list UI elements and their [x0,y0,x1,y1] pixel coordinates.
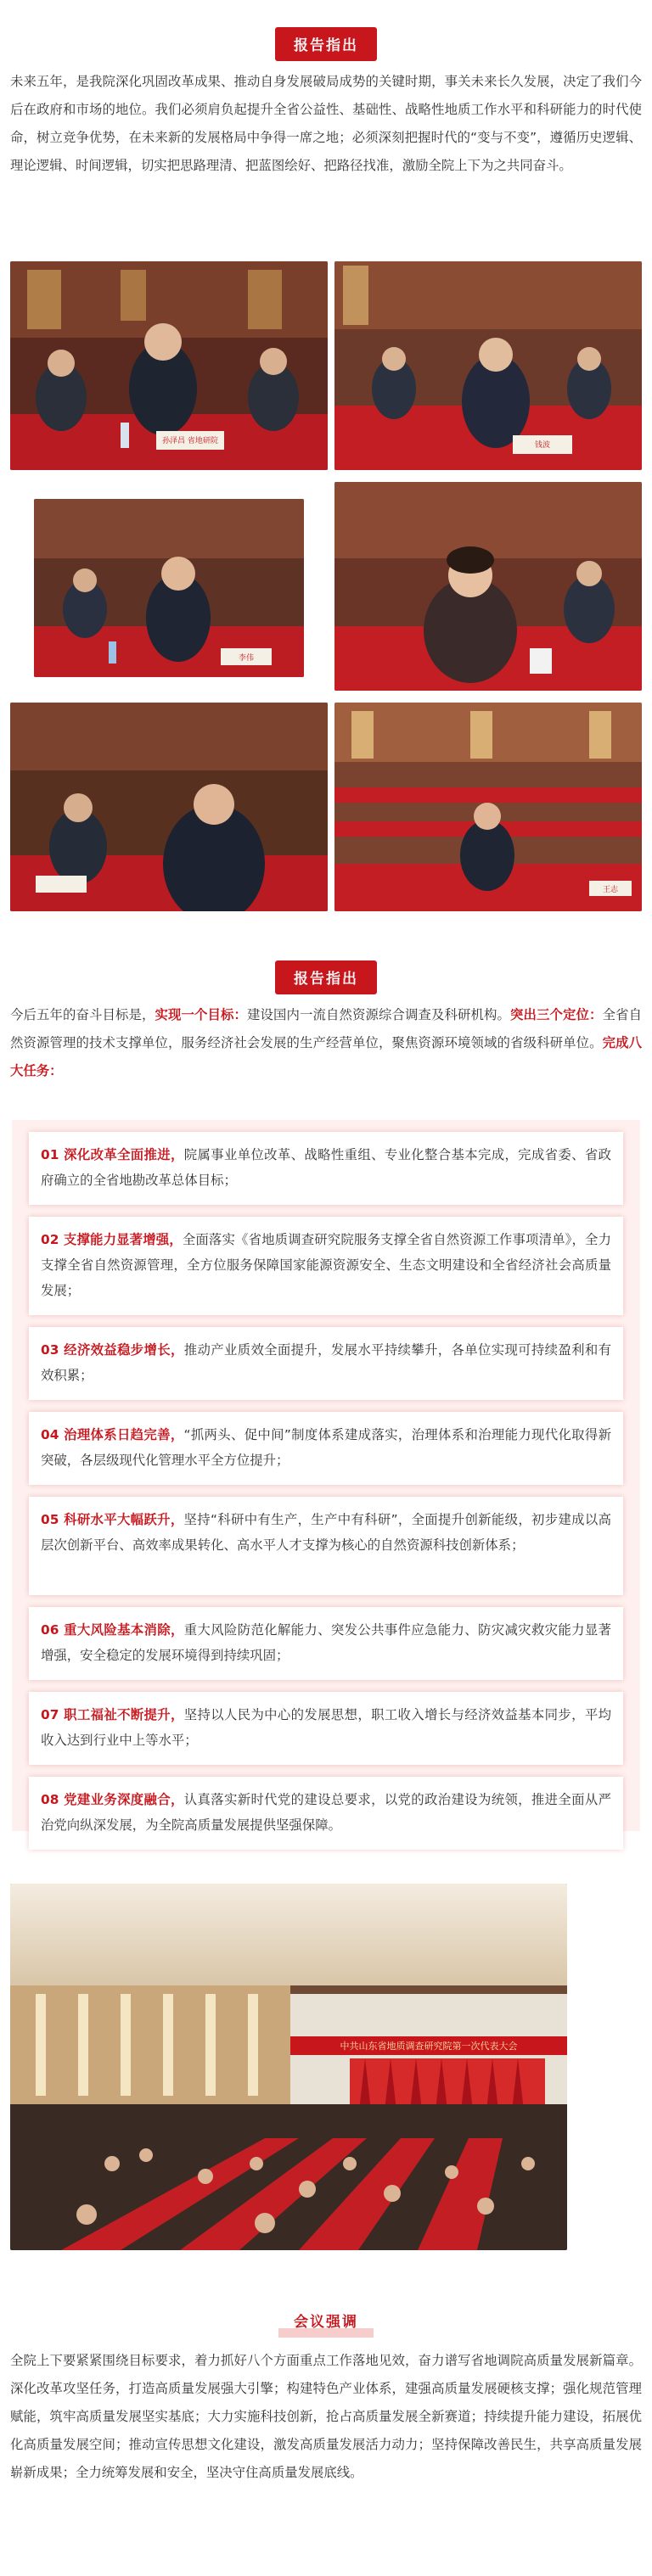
meeting-photo-6 [334,703,642,911]
task-card [29,1692,623,1765]
goal-label: 实现一个目标： [155,1007,248,1022]
intro-text [10,1001,642,1085]
task-card [29,1412,623,1485]
section-2-intro [0,1001,652,1085]
nameplate: 孙泽昌 省地研院 [162,437,218,445]
nameplate: 李伟 [238,654,254,663]
intro-part: 今后五年的奋斗目标是， [10,1007,155,1022]
section-1-paragraph [0,68,652,180]
tasks-label: 完成八大任务： [10,1035,642,1078]
intro-part: 建设国内一流自然资源综合调查及科研机构。 [247,1007,511,1022]
task-card [29,1132,623,1205]
meeting-photo-5 [10,703,328,911]
task-body: “抓两头、促中间”制度体系建成落实，治理体系和治理能力现代化取得新突破，各层级现代化管理水平全方位提升； [41,1427,611,1468]
task-body: 院属事业单位改革、战略性重组、专业化整合基本完成，完成省委、省政府确立的全省地勘改革总体目标； [41,1147,611,1188]
task-body: 推动产业质效全面提升，发展水平持续攀升，各单位实现可持续盈利和有效积累； [41,1342,611,1383]
section-3-header [0,2310,652,2338]
task-body: 坚持“科研中有生产，生产中有科研”，全面提升创新能级，初步建成以高层次创新平台、高效率成果转化、高水平人才支撑为核心的自然资源科技创新体系； [41,1512,611,1553]
paragraph-text: 未来五年，是我院深化巩固改革成果、推动自身发展破局成势的关键时期，事关未来长久发展，决定了我们今后在政府和市场的地位。我们必须肩负起提升全省公益性、基础性、战略性地质工作水平和科研能力的时代使命，树立竞争优势，在未来新的发展格局中争得一席之地；必须深刻把握时代的“变与不变”，遵循历史逻辑、理论逻辑、时间逻辑，切实把思路理清、把蓝图绘好、把路径找准，激励全院上下为之共同奋斗。 [10,74,642,173]
nameplate: 王志 [602,886,618,894]
meeting-photo-4 [334,482,642,691]
intro-part: 全省自然资源管理的技术支撑单位，服务经济社会发展的生产经营单位，聚焦资源环境领域的省级科研单位。 [10,1007,642,1050]
task-heading: 01 深化改革全面推进， [41,1147,184,1162]
task-heading: 05 科研水平大幅跃升， [41,1512,184,1527]
task-card [29,1327,623,1400]
task-body: 认真落实新时代党的建设总要求，以党的政治建设为统领，推进全面从严治党向纵深发展，为全院高质量发展提供坚强保障。 [41,1792,611,1833]
meeting-photo-3 [34,499,304,677]
section-1-header [0,27,652,61]
task-card [29,1777,623,1850]
section-2-header [0,960,652,994]
meeting-photo-1 [10,261,328,470]
task-card [29,1497,623,1595]
paragraph-text: 全院上下要紧紧围绕目标要求，着力抓好八个方面重点工作落地见效，奋力谱写省地调院高质量发展新篇章。深化改革攻坚任务，打造高质量发展强大引擎；构建特色产业体系，建强高质量发展硬核支撑；强化规范管理赋能，筑牢高质量发展坚实基底；大力实施科技创新，抢占高质量发展全新赛道；持续提升能力建设，拓展优化高质量发展空间；推动宣传思想文化建设，激发高质量发展活力动力；坚持保障改善民生，共享高质量发展崭新成果；全力统筹发展和安全，坚决守住高质量发展底线。 [10,2353,642,2480]
section-badge: 报告指出 [275,960,377,994]
task-card [29,1607,623,1680]
task-heading: 03 经济效益稳步增长， [41,1342,184,1358]
position-label: 突出三个定位： [510,1007,603,1022]
hall-photo [10,1884,567,2250]
task-body: 重大风险防范化解能力、突发公共事件应急能力、防灾减灾救灾能力显著增强，安全稳定的发展环境得到持续巩固； [41,1622,611,1663]
meeting-photo-2 [334,261,642,470]
task-heading: 08 党建业务深度融合， [41,1792,184,1807]
hall-banner: 中共山东省地质调查研究院第一次代表大会 [340,2041,518,2052]
task-heading: 04 治理体系日趋完善， [41,1427,184,1442]
section-title: 会议强调 [278,2310,374,2338]
task-body: 全面落实《省地质调查研究院服务支撑全省自然资源工作事项清单》，全力支撑全省自然资源管理，全方位服务保障国家能源资源安全、生态文明建设和全省经济社会高质量发展； [41,1232,611,1298]
task-heading: 07 职工福祉不断提升， [41,1707,184,1722]
section-3-paragraph [0,2347,652,2487]
task-card [29,1217,623,1315]
task-heading: 02 支撑能力显著增强， [41,1232,183,1247]
section-badge: 报告指出 [275,27,377,61]
nameplate: 钱波 [534,441,550,450]
task-body: 坚持以人民为中心的发展思想，职工收入增长与经济效益基本同步，平均收入达到行业中上等水平； [41,1707,611,1748]
task-heading: 06 重大风险基本消除， [41,1622,184,1638]
